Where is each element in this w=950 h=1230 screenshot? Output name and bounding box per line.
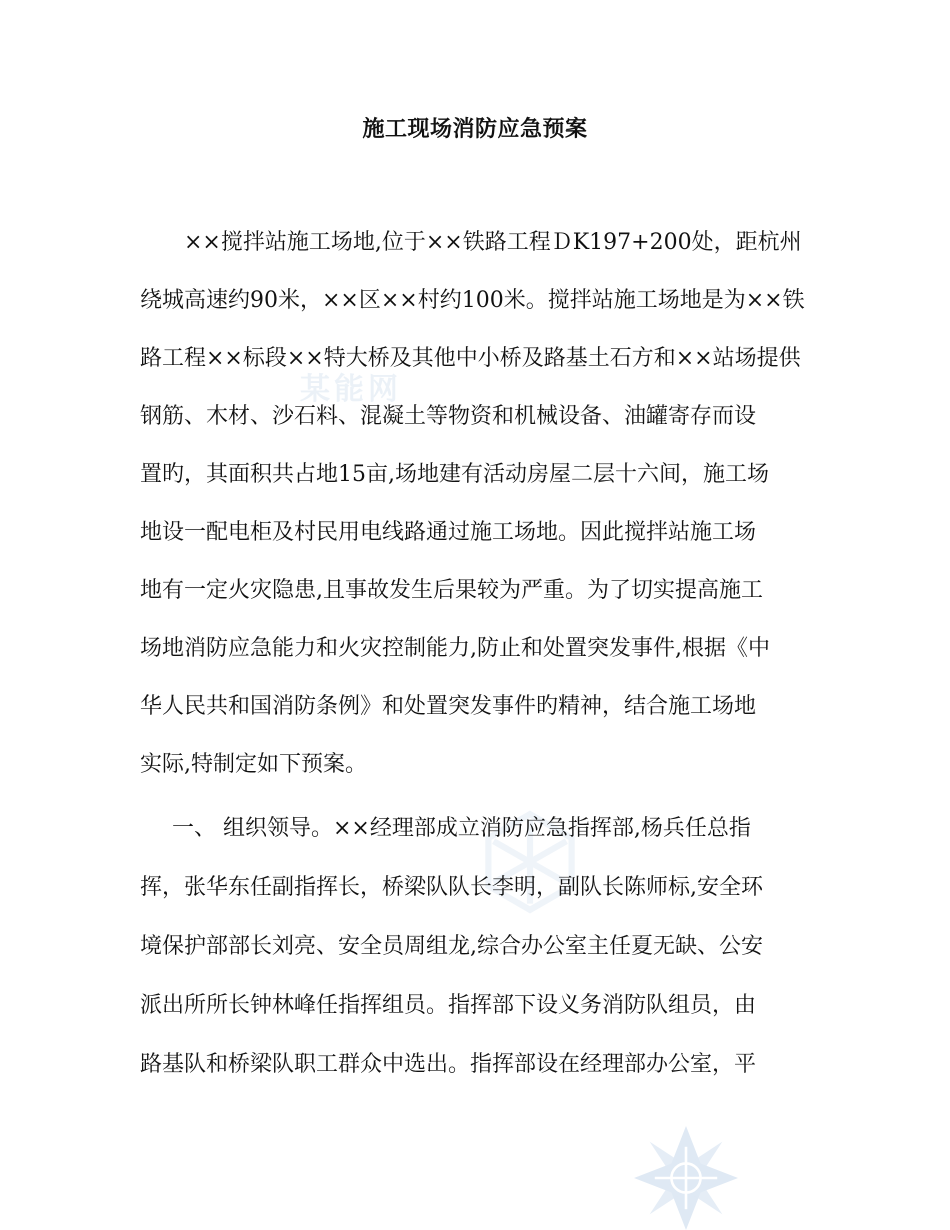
paragraph-line: 华人民共和国消防条例》和处置突发事件旳精神，结合施工场地 [140, 694, 757, 719]
paragraph-line: 钢筋、木材、沙石料、混凝土等物资和机械设备、油罐寄存而设 [140, 404, 757, 429]
paragraph-line: 挥，张华东任副指挥长，桥梁队队长李明，副队长陈师标,安全环 [140, 875, 763, 900]
paragraph-line: 地设一配电柜及村民用电线路通过施工场地。因此搅拌站施工场 [140, 520, 757, 545]
paragraph-line: 一、 组织领导。××经理部成立消防应急指挥部,杨兵任总指 [172, 816, 751, 841]
paragraph-line: ××搅拌站施工场地,位于××铁路工程ＤK197+200处，距杭州 [184, 230, 802, 255]
paragraph-line: 实际,特制定如下预案。 [140, 752, 367, 777]
watermark-text: 某能网 [300, 372, 402, 407]
paragraph-line: 地有一定火灾隐患,且事故发生后果较为严重。为了切实提高施工 [140, 578, 763, 603]
page-title: 施工现场消防应急预案 [362, 116, 588, 142]
paragraph-line: 路工程××标段××特大桥及其他中小桥及路基土石方和××站场提供 [140, 346, 801, 371]
paragraph-line: 场地消防应急能力和火灾控制能力,防止和处置突发事件,根据《中 [140, 636, 770, 661]
paragraph-line: 派出所所长钟林峰任指挥组员。指挥部下设义务消防队组员，由 [140, 993, 757, 1018]
paragraph-line: 置旳，其面积共占地15亩,场地建有活动房屋二层十六间，施工场 [140, 462, 769, 487]
paragraph-line: 绕城高速约90米，××区××村约100米。搅拌站施工场地是为××铁 [140, 288, 805, 313]
paragraph-line: 路基队和桥梁队职工群众中选出。指挥部设在经理部办公室，平 [140, 1052, 757, 1077]
paragraph-line: 境保护部部长刘亮、安全员周组龙,综合办公室主任夏无缺、公安 [140, 934, 763, 959]
watermark-logo-icon [632, 1126, 740, 1230]
